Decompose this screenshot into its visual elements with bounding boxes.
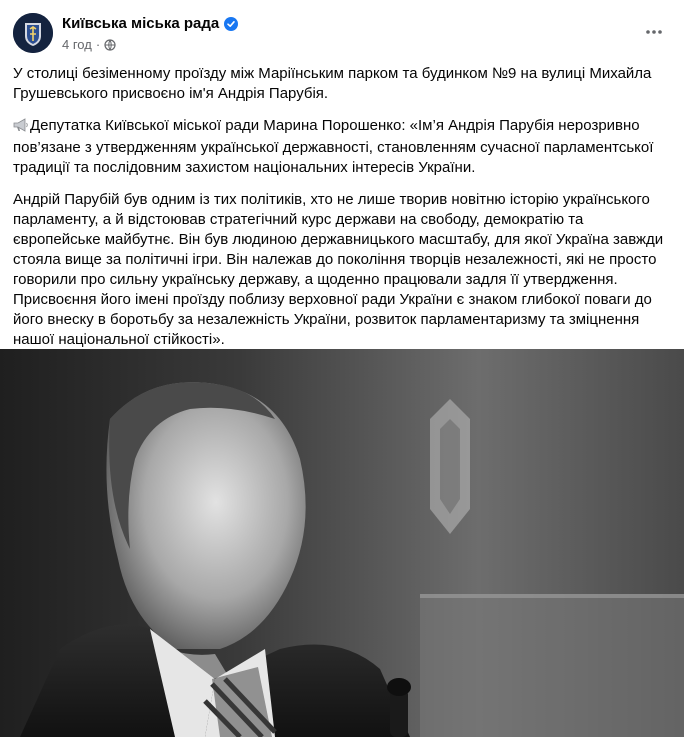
page-name-link[interactable]	[62, 15, 238, 32]
more-horizontal-icon	[644, 29, 664, 35]
post-paragraph-2-text: Депутатка Київської міської ради Марина Порошенко: «Ім’я Андрія Парубія нерозривно пов’язане з утвердженням української державності, становленням сучасної парламентської традиції та послідовним захистом національних інтересів України.	[13, 117, 654, 176]
post-paragraph-2	[13, 116, 673, 178]
kyiv-emblem-icon	[13, 13, 53, 53]
globe-icon[interactable]	[104, 39, 116, 51]
post-meta	[62, 37, 116, 52]
portrait-photo	[0, 349, 684, 737]
post-header	[0, 0, 684, 60]
page-name[interactable]: Київська міська рада	[62, 15, 220, 32]
post-timestamp[interactable]: 4 год	[62, 37, 92, 52]
more-options-button[interactable]	[636, 20, 672, 44]
meta-separator: ·	[95, 37, 101, 52]
page-avatar[interactable]	[13, 13, 53, 53]
post-text	[13, 64, 673, 362]
post-paragraph-1: У столиці безіменному проїзду між Маріїнським парком та будинком №9 на вулиці Михайла Грушевського присвоєно ім'я Андрія Парубія.	[13, 65, 652, 102]
post-paragraph-3: Андрій Парубій був одним із тих політиків, хто не лише творив новітню історію українського парламенту, а й відстоював стратегічний курс держави на свободу, демократію та європейське майбутнє. Він був людиною державницького масштабу, для якої Україна завжди стояла вище за політичні ігри. Він належав до покоління творців незалежності, які не просто говорили про сильну українську державу, а щоденно працювали задля її утвердження. Присвоєння його імені проїзду поблизу верховної ради України є знаком глибокої поваги до його внеску в боротьбу за незалежність України, розвиток парламентаризму та зміцнення нашої національної стійкості».	[13, 191, 664, 348]
megaphone-icon	[13, 118, 29, 138]
post-photo[interactable]	[0, 349, 684, 737]
verified-badge-icon	[224, 17, 238, 31]
